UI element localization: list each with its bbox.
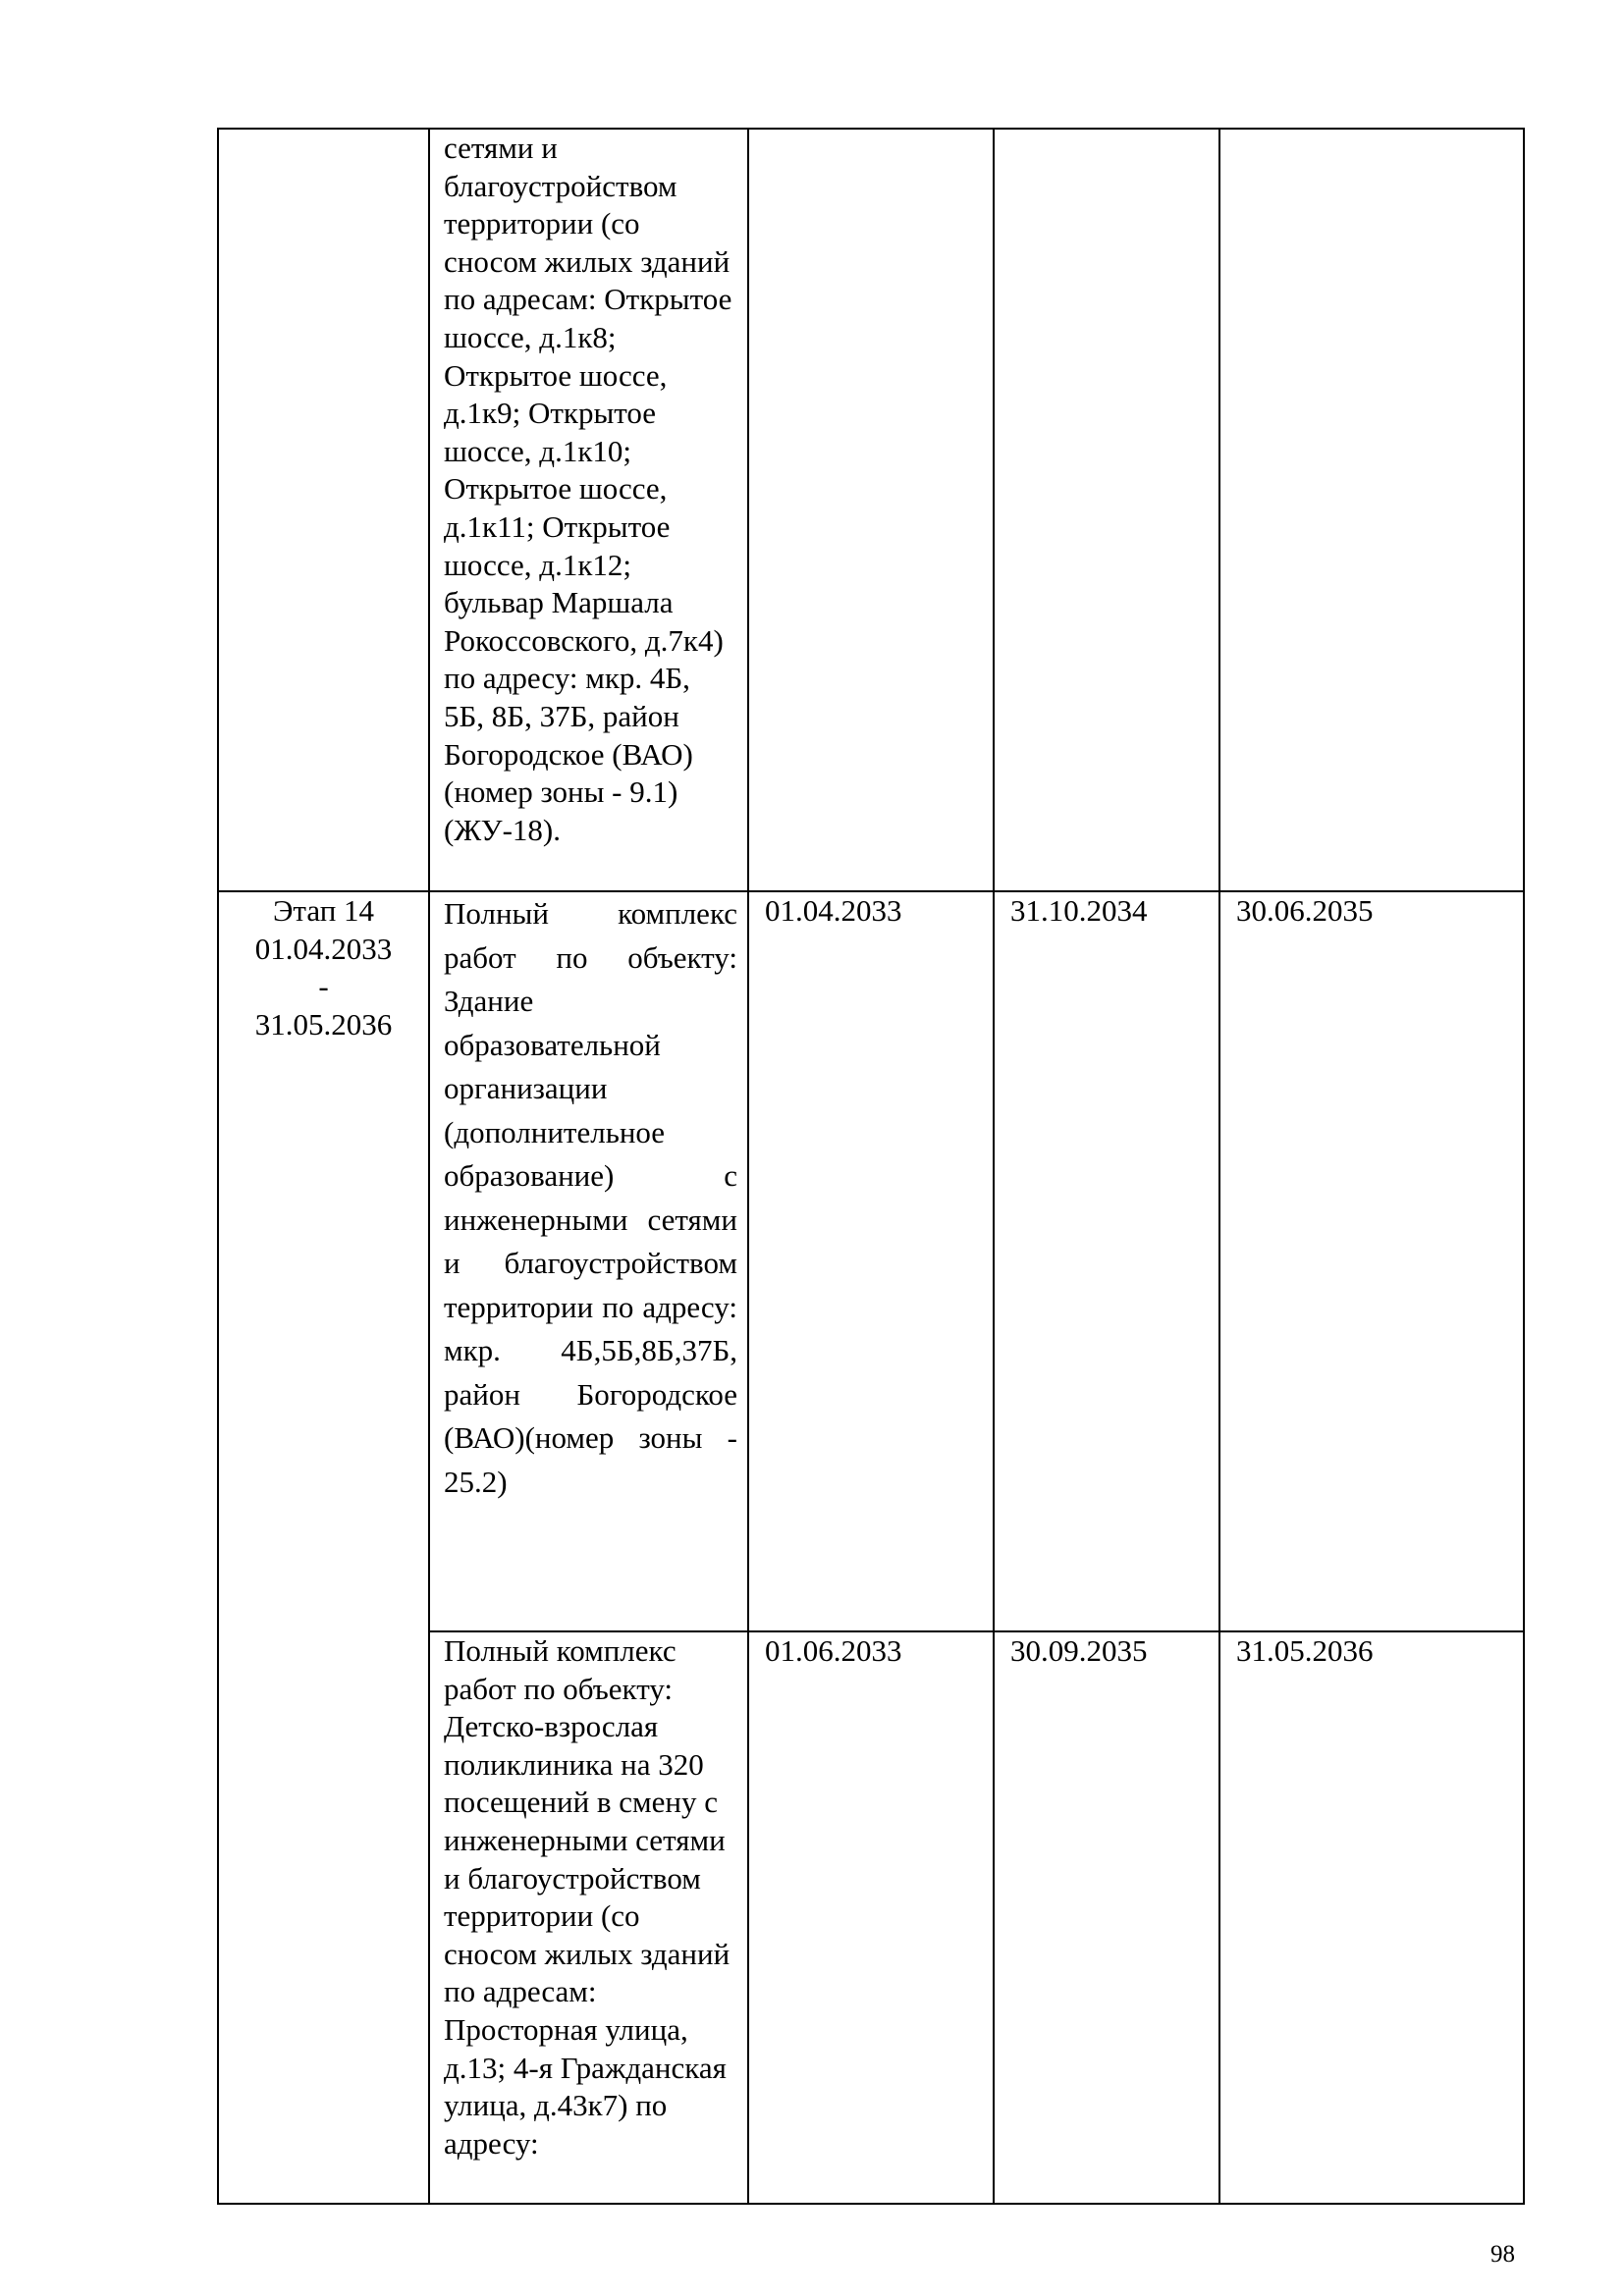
completion-date-cell: 31.05.2036	[1219, 1631, 1524, 2204]
stage-cell	[218, 129, 429, 891]
description-cell	[429, 891, 748, 1631]
description-text: сетями и благоустройством территории (со сносом жилых зданий по адресам: Открытое шоссе, д.1к8; Открытое шоссе, д.1к9; Открытое шоссе, д.1к10; Открытое шоссе, д.1к11; Открытое шоссе, д.1к12; бульвар Маршала Рокоссовского, д.7к4) по адресу: мкр. 4Б, 5Б, 8Б, 37Б, район Богородское (ВАО) (номер зоны - 9.1) (ЖУ-18).	[444, 131, 732, 847]
start-date-cell: 01.04.2033	[748, 891, 994, 1631]
start-date-cell	[748, 129, 994, 891]
construction-schedule-table	[217, 128, 1525, 2205]
description-text: Полный комплекс работ по объекту: Детско-взрослая поликлиника на 320 посещений в смену с инженерными сетями и благоустройством территории (со сносом жилых зданий по адресам: Просторная улица, д.13; 4-я Гражданская улица, д.43к7) по адресу:	[444, 1633, 731, 2161]
description-text: Полный комплекс работ по объекту: Здание образовательной организации (дополнительное образование) с инженерными сетями и благоустройством территории по адресу: мкр. 4Б,5Б,8Б,37Б, район Богородское (ВАО)(номер зоны - 25.2)	[444, 896, 737, 1499]
stage-date-separator: -	[318, 969, 329, 1004]
stage-end-date: 31.05.2036	[254, 1006, 393, 1041]
description-cell	[429, 1631, 748, 2204]
construction-end-date-cell	[994, 129, 1219, 891]
table-row	[218, 129, 1524, 891]
stage-start-date: 01.04.2033	[254, 931, 393, 966]
stage-cell	[218, 891, 429, 2204]
construction-end-date-cell: 30.09.2035	[994, 1631, 1219, 2204]
construction-end-date-cell: 31.10.2034	[994, 891, 1219, 1631]
stage-title: Этап 14	[272, 893, 375, 928]
start-date-cell: 01.06.2033	[748, 1631, 994, 2204]
completion-date-cell: 30.06.2035	[1219, 891, 1524, 1631]
completion-date-cell	[1219, 129, 1524, 891]
table-row	[218, 891, 1524, 1631]
page-number: 98	[1490, 2241, 1515, 2268]
description-cell	[429, 129, 748, 891]
